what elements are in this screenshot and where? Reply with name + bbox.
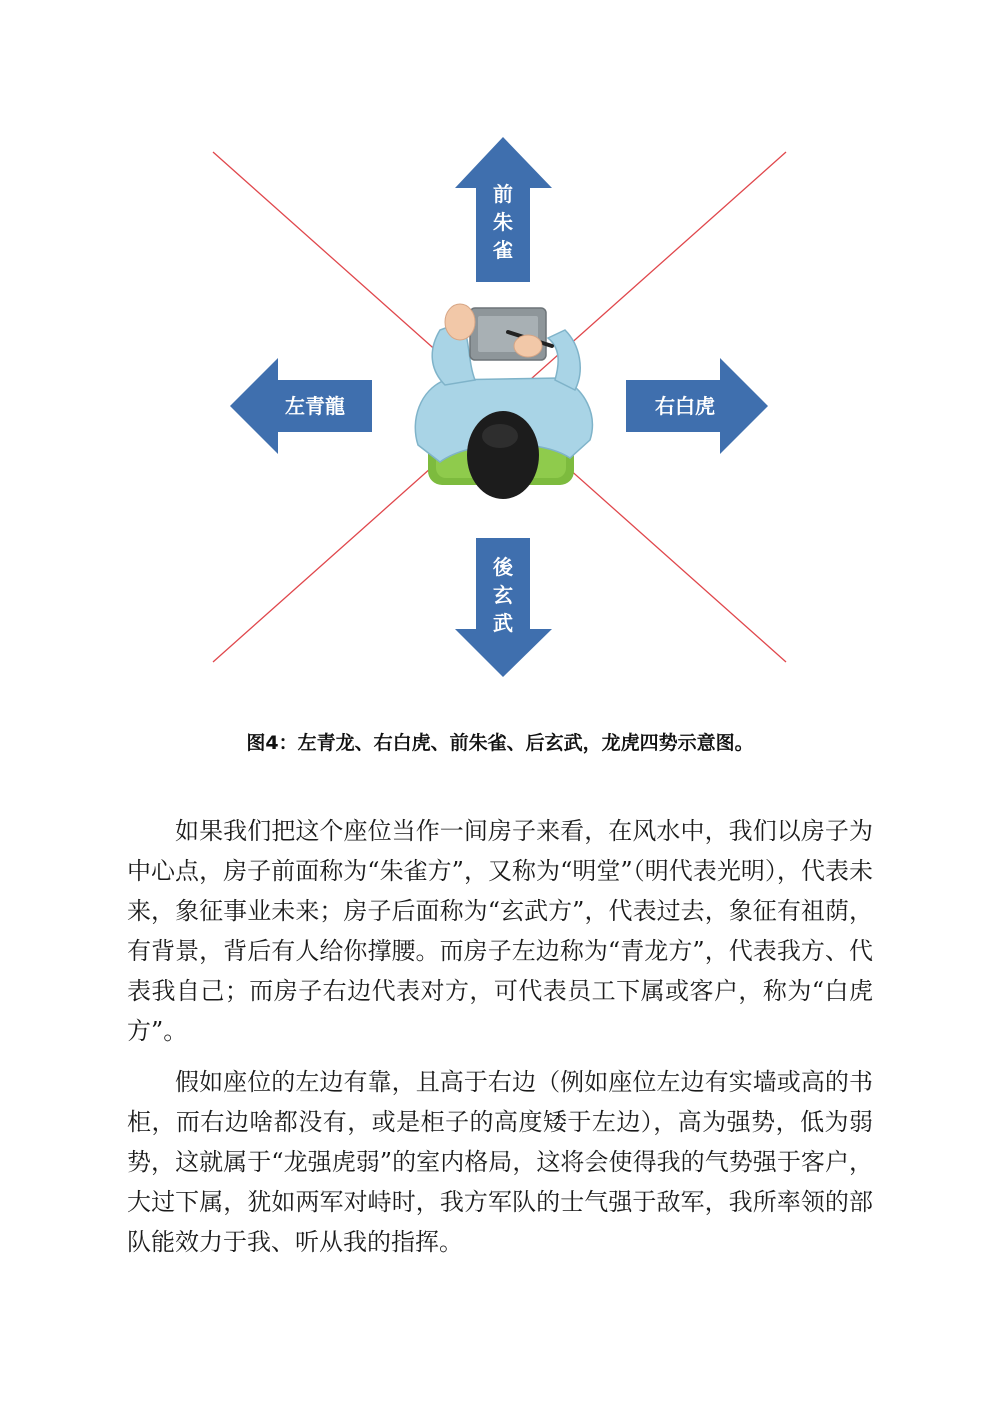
left-hand xyxy=(445,304,475,340)
figure-caption: 图4：左青龙、右白虎、前朱雀、后玄武，龙虎四势示意图。 xyxy=(246,732,754,754)
body-paragraph-2: 假如座位的左边有靠，且高于右边（例如座位左边有实墙或高的书柜，而右边啥都没有，或是柜子的高度矮于左边），高为强势，低为弱势，这就属于“龙强虎弱”的室内格局，这将会使得我的气势强于客户，大过下属，犹如两军对峙时，我方军队的士气强于敌军，我所率领的部队能效力于我、听从我的指挥。 xyxy=(127,1068,873,1256)
label-front: 前朱雀 xyxy=(493,182,513,262)
label-back: 後玄武 xyxy=(493,555,513,635)
label-right: 右白虎 xyxy=(655,394,715,418)
right-hand xyxy=(514,335,542,357)
four-directions-figure xyxy=(0,0,1000,700)
person-illustration xyxy=(415,304,592,499)
label-left: 左青龍 xyxy=(285,394,345,418)
body-paragraph-1: 如果我们把这个座位当作一间房子来看，在风水中，我们以房子为中心点，房子前面称为“朱雀方”，又称为“明堂”（明代表光明），代表未来，象征事业未来；房子后面称为“玄武方”，代表过去，象征有祖荫，有背景，背后有人给你撑腰。而房子左边称为“青龙方”，代表我方、代表我自己；而房子右边代表对方，可代表员工下属或客户，称为“白虎方”。 xyxy=(127,817,873,1045)
